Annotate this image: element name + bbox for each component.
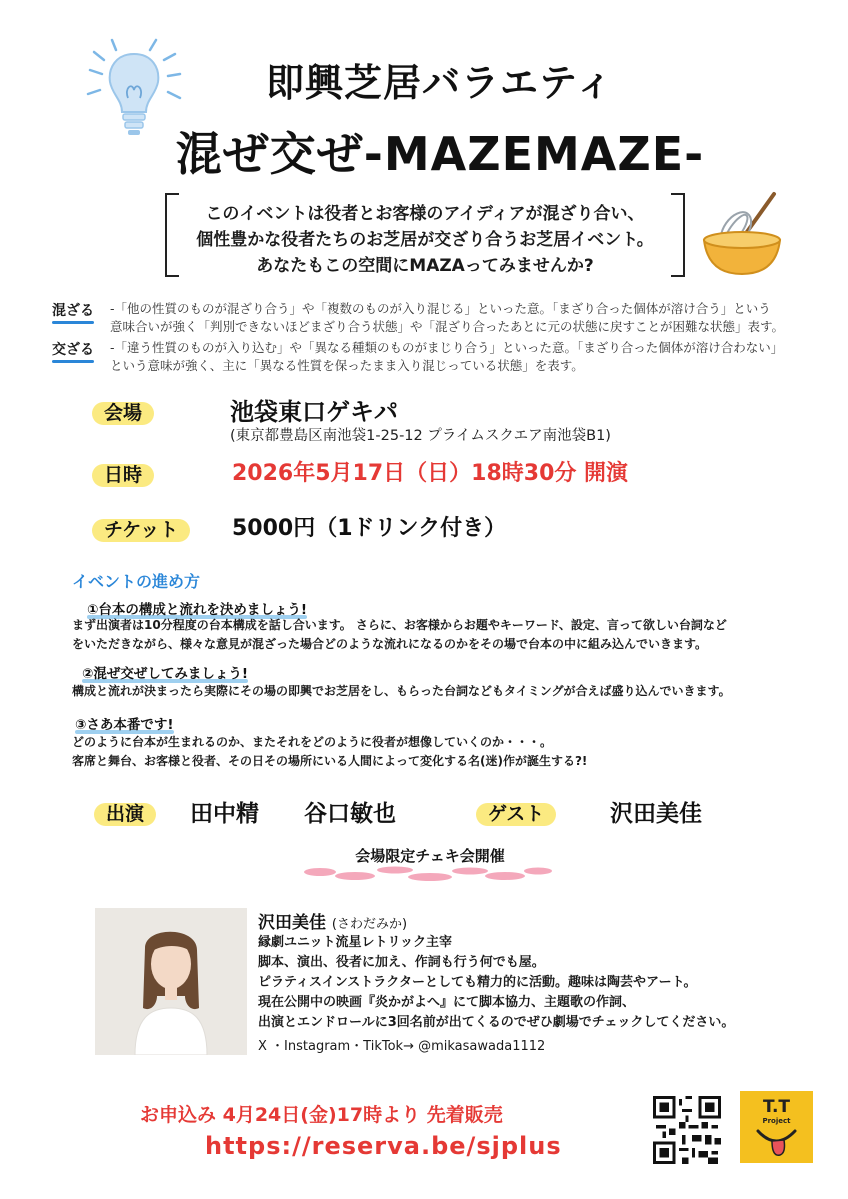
step-body-line: まず出演者は10分程度の台本構成を話し合います。 さらに、お客様からお題やキーワード、設定、言って欲しい台詞など: [72, 618, 727, 632]
profile-bio-line: 現在公開中の映画『炎かがよへ』にて脚本協力、主題歌の作詞、: [258, 995, 636, 1010]
mixing-bowl-icon: [700, 188, 784, 278]
venue-address: (東京都豊島区南池袋1-25-12 プライムスクエア南池袋B1): [230, 428, 611, 444]
tt-project-logo: [740, 1091, 813, 1163]
definition-term-label: 混ざる: [52, 303, 94, 319]
cast-name-tanaka: 田中精: [190, 801, 259, 827]
ticket-label: チケット: [94, 513, 188, 544]
profile-name: [258, 908, 407, 933]
step-heading-3: [75, 713, 174, 734]
step-body-3: [72, 733, 792, 771]
profile-bio: [258, 933, 818, 1033]
intro-box: [165, 193, 685, 277]
profile-name-reading: (さわだみか): [331, 917, 408, 932]
guest-label: ゲスト: [478, 797, 554, 828]
date-text: 2026年5月17日（日）18時30分 開演: [232, 461, 629, 486]
step-body-2: [72, 682, 792, 701]
guest-name: 沢田美佳: [610, 801, 702, 827]
steps-title: イベントの進め方: [72, 572, 201, 591]
intro-line-2: 個性豊かな役者たちのお芝居が交ざり合うお芝居イベント。: [196, 230, 654, 250]
logo-text: T.T: [762, 1097, 791, 1117]
profile-bio-line: 脚本、演出、役者に加え、作詞も行う何でも屋。: [258, 955, 545, 970]
venue-label: 会場: [94, 396, 152, 427]
step-heading-2: [82, 662, 248, 683]
profile-photo: [95, 908, 247, 1055]
profile-bio-line: ピラティスインストラクターとしても精力的に活動。趣味は陶芸やアート。: [258, 975, 697, 990]
step-body-line: 構成と流れが決まったら実際にその場の即興でお芝居をし、もらった台詞などもタイミングが合えば盛り込んでいきます。: [72, 684, 731, 698]
term-underline: [52, 360, 94, 363]
profile-name-text: 沢田美佳: [258, 913, 326, 933]
apply-text: お申込み 4月24日(金)17時より 先着販売: [140, 1104, 503, 1126]
definition-term-mazaru: [52, 300, 94, 324]
logo-subtext: Project: [762, 1117, 791, 1125]
smiling-face-icon: [754, 1125, 799, 1159]
title-line-2: 混ぜ交ぜ-MAZEMAZE-: [175, 127, 705, 181]
date-label: 日時: [94, 458, 152, 489]
step-body-1: [72, 616, 792, 654]
profile-bio-line: 出演とエンドロールに3回名前が出てくるのでぜひ劇場でチェックしてください。: [258, 1015, 735, 1030]
definition-term-label: 交ざる: [52, 342, 94, 358]
venue-name: 池袋東口ゲキパ: [230, 398, 398, 426]
ticket-text: 5000円（1ドリンク付き）: [232, 516, 507, 541]
intro-line-3: あなたもこの空間にMAZAってみませんか?: [256, 256, 594, 276]
definition-line: -「違う性質のものが入り込む」や「異なる種類のものがまじり合う」といった意。「まざり合った個体が溶け合わない」: [110, 340, 784, 355]
definition-text-mazaru: [110, 300, 810, 336]
definition-term-mazaru-2: [52, 339, 94, 363]
title-line-1: 即興芝居バラエティ: [266, 61, 614, 105]
step-heading-text: ①台本の構成と流れを決めましょう!: [87, 602, 308, 618]
step-body-line: をいただきながら、様々な意見が混ざった場合どのような流れになるのかをその場で台本の中に組み込んでいきます。: [72, 637, 708, 651]
intro-line-1: このイベントは役者とお客様のアイディアが混ざり合い、: [205, 204, 645, 224]
definition-line: -「他の性質のものが混ざり合う」や「複数のものが入り混じる」といった意。「まざり合った個体が溶け合う」という: [110, 301, 771, 316]
cast-name-taniguchi: 谷口敏也: [304, 801, 396, 827]
step-body-line: どのように台本が生まれるのか、またそれをどのように役者が想像していくのか・・・。: [72, 735, 553, 749]
cheki-event-text: 会場限定チェキ会開催: [355, 847, 505, 865]
sns-handle[interactable]: X ・Instagram・TikTok→ @mikasawada1112: [258, 1039, 546, 1054]
term-underline: [52, 321, 94, 324]
definition-text-mazaru-2: [110, 339, 810, 375]
reservation-url-link[interactable]: https://reserva.be/sjplus: [205, 1132, 562, 1160]
definition-line: 意味合いが強く「判別できないほどまざり合う状態」や「混ざり合ったあとに元の状態に戻すことが困難な状態」表す。: [110, 319, 785, 334]
step-heading-text: ③さあ本番です!: [75, 717, 174, 733]
step-heading-text: ②混ぜ交ぜしてみましょう!: [82, 666, 249, 682]
cast-label: 出演: [96, 797, 154, 828]
definition-line: という意味が強く、主に「異なる性質を保ったまま入り混じっている状態」を表す。: [110, 358, 584, 373]
step-body-line: 客席と舞台、お客様と役者、その日その場所にいる人間によって変化する名(迷)作が誕生する?!: [72, 754, 588, 768]
qr-code-icon[interactable]: [653, 1096, 721, 1164]
profile-bio-line: 縁劇ユニット流星レトリック主宰: [258, 935, 452, 950]
